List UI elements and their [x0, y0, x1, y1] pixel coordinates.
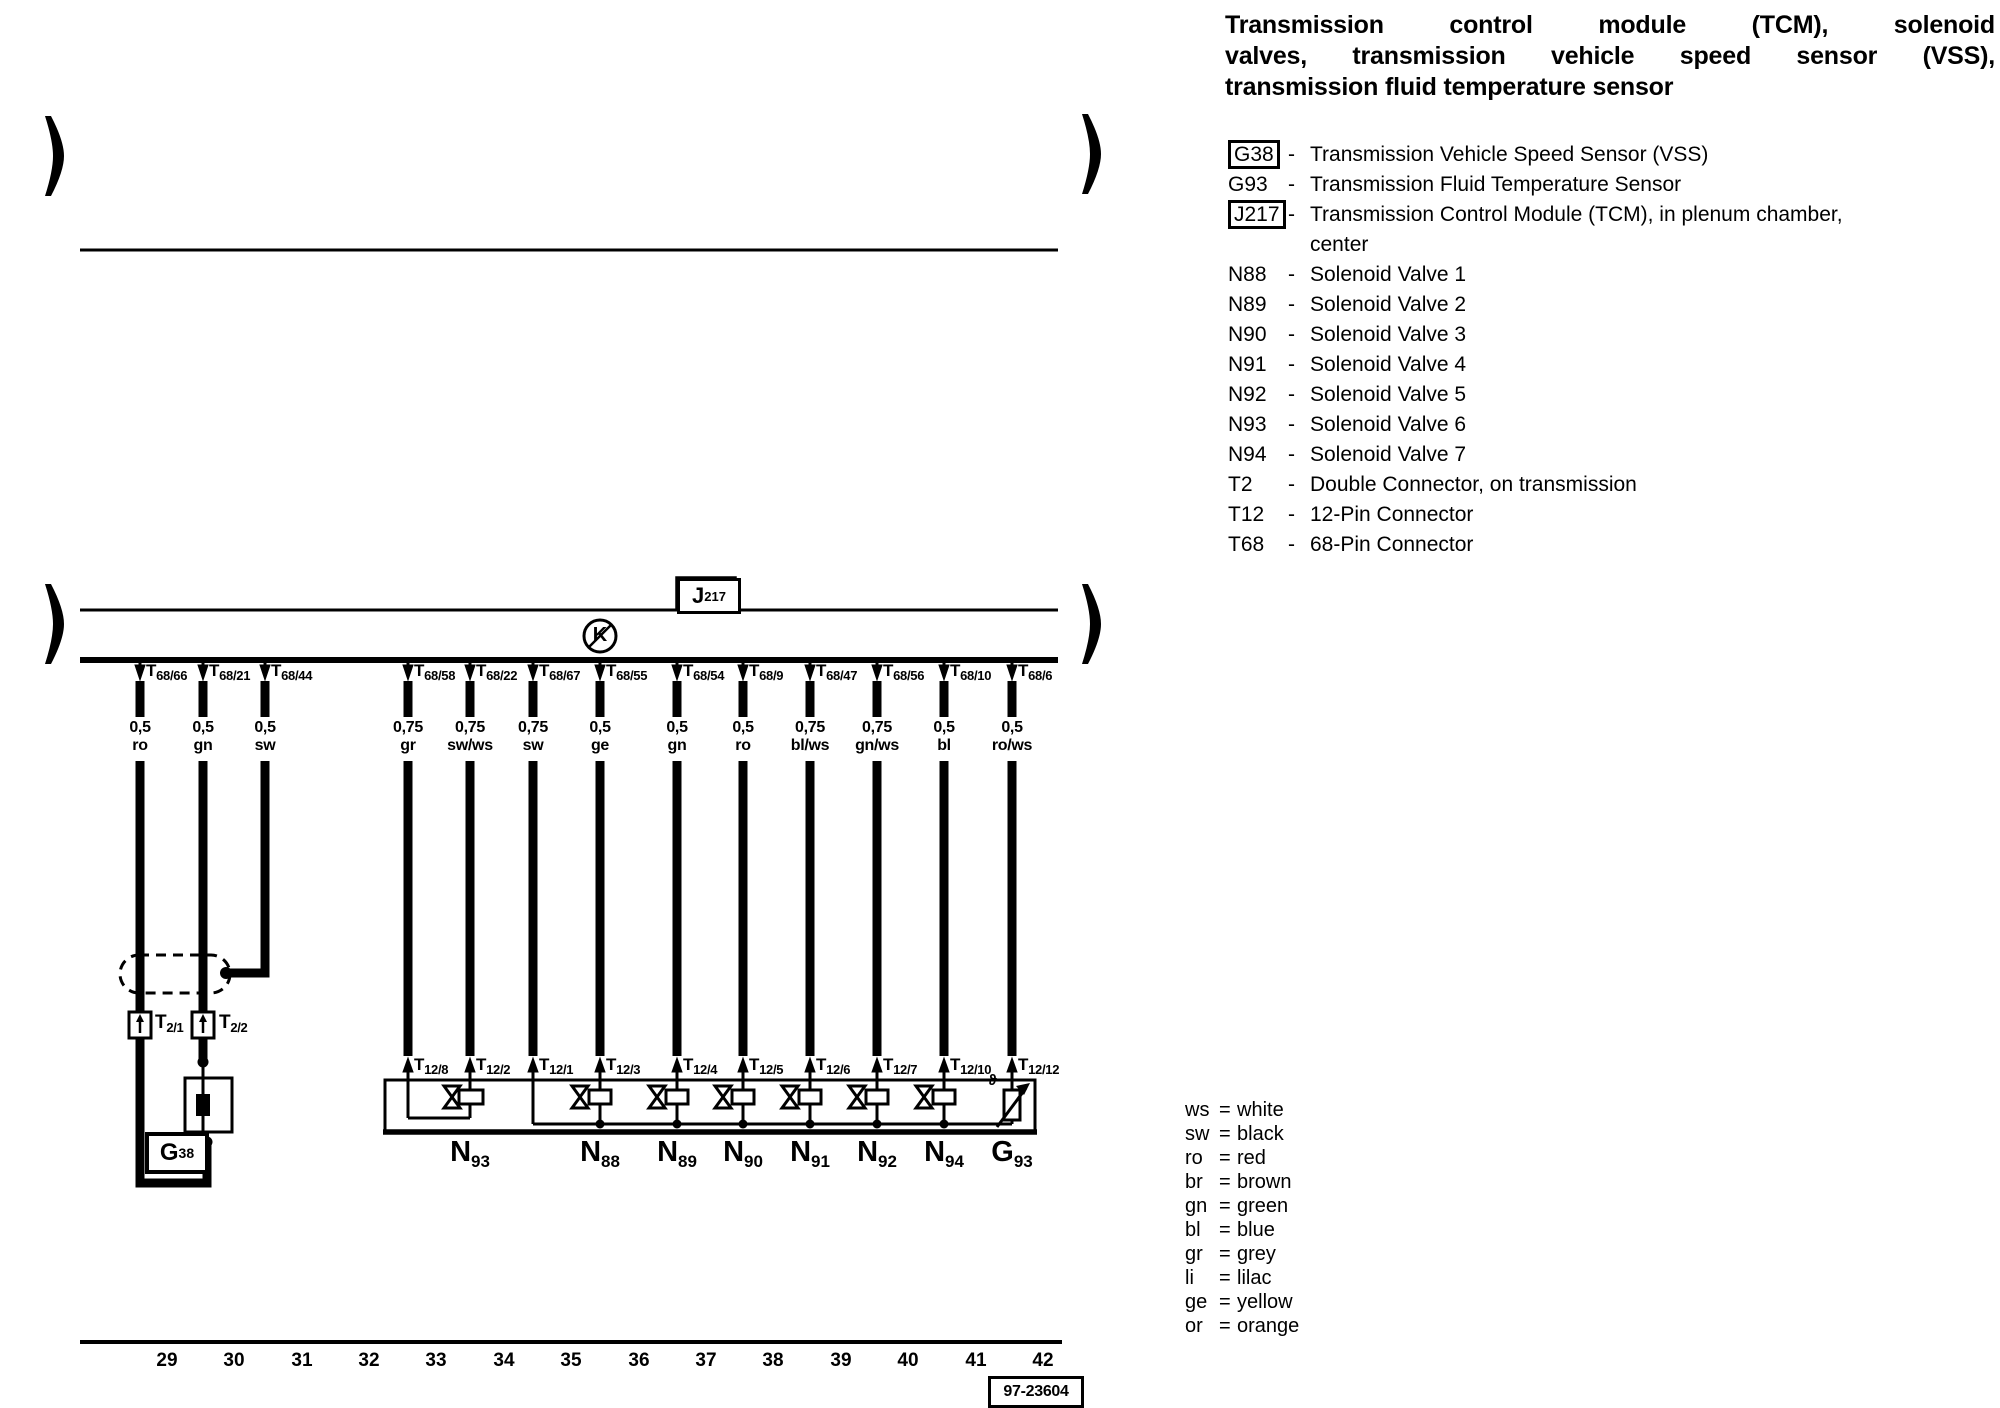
color-row-ge: ge = yellow [1185, 1291, 1293, 1313]
track-number: 33 [425, 1350, 447, 1371]
track-number: 42 [1032, 1350, 1054, 1371]
legend-row-g93: G93 - Transmission Fluid Temperature Sensor [1228, 173, 1682, 196]
terminal-label-t68-55: $T_{68/55}$ [606, 661, 648, 683]
legend-row-n92: N92 - Solenoid Valve 5 [1228, 383, 1467, 406]
track-number: 40 [897, 1350, 919, 1371]
wire-upper-segments [140, 681, 1012, 717]
terminal-label-t68-6: $T_{68/6}$ [1018, 661, 1053, 683]
wire-sw-to-shield [229, 761, 265, 973]
track-number: 36 [628, 1350, 650, 1371]
component-label-n89: N89 [657, 1136, 697, 1171]
theta-symbol: ϑ [988, 1072, 997, 1089]
color-row-gn: gn = green [1185, 1195, 1289, 1217]
wire-label: 0,5 ro/ws [991, 719, 1033, 754]
color-row-gr: gr = grey [1185, 1243, 1276, 1265]
solenoid-valve-icons [444, 1086, 955, 1108]
terminal-label-t12-4: $T_{12/4}$ [683, 1055, 718, 1077]
g38-sensor-icon [185, 1078, 232, 1132]
g38-label: G 38 [145, 1132, 209, 1174]
track-number: 34 [493, 1350, 515, 1371]
terminal-label-t68-21: $T_{68/21}$ [209, 661, 251, 683]
wire-ro-g38-return [140, 761, 207, 1183]
page-title: Transmission control module (TCM), solenoid valves, transmission vehicle speed sensor (VSS), transmission fluid temperature sensor [1225, 11, 1995, 101]
track-number: 38 [762, 1350, 784, 1371]
terminal-label-t68-54: $T_{68/54}$ [683, 661, 725, 683]
figure-number: 97-23604 [988, 1376, 1084, 1408]
component-label-n92: N92 [857, 1136, 897, 1171]
legend-row-n91: N91 - Solenoid Valve 4 [1228, 353, 1467, 376]
wire-label: 0,75 gr [393, 719, 423, 754]
color-row-br: br = brown [1185, 1171, 1292, 1193]
color-row-ws: ws = white [1185, 1099, 1284, 1121]
terminal-label-t12-5: $T_{12/5}$ [749, 1055, 784, 1077]
track-number: 30 [223, 1350, 245, 1371]
wire-label: 0,75 sw/ws [447, 719, 493, 754]
color-row-sw: sw = black [1185, 1123, 1284, 1145]
wire-label: 0,75 gn/ws [855, 719, 899, 754]
component-label-n91: N91 [790, 1136, 830, 1171]
track-number: 35 [560, 1350, 582, 1371]
terminal-label-t12-10: $T_{12/10}$ [950, 1055, 992, 1077]
terminal-label-t68-9: $T_{68/9}$ [749, 661, 784, 683]
component-label-n94: N94 [924, 1136, 964, 1171]
component-label-n93: N93 [450, 1136, 490, 1171]
g93-thermistor-icon [997, 1083, 1030, 1127]
terminal-label-t12-7: $T_{12/7}$ [883, 1055, 918, 1077]
track-number: 32 [358, 1350, 380, 1371]
j217-label: J 217 [677, 578, 741, 614]
wire-lower-segments [140, 761, 1012, 1183]
terminal-label-t2-1: $T_{2/1}$ [155, 1012, 184, 1035]
terminal-label-t12-12: $T_{12/12}$ [1018, 1055, 1060, 1077]
legend-row-n88: N88 - Solenoid Valve 1 [1228, 263, 1467, 286]
terminal-label-t68-10: $T_{68/10}$ [950, 661, 992, 683]
section-rules [80, 250, 1062, 1342]
terminal-label-t12-1: $T_{12/1}$ [539, 1055, 574, 1077]
color-row-bl: bl = blue [1185, 1219, 1275, 1241]
track-number: 29 [156, 1350, 178, 1371]
legend-row-t2: T2 - Double Connector, on transmission [1228, 473, 1637, 496]
page-continuation-arrow-icon [45, 114, 1101, 664]
component-legend [1228, 140, 2000, 560]
terminal-label-t68-67: $T_{68/67}$ [539, 661, 581, 683]
terminal-label-t12-8: $T_{12/8}$ [414, 1055, 449, 1077]
track-number: 37 [695, 1350, 717, 1371]
k-symbol-letter: K [592, 624, 608, 646]
component-label-n90: N90 [723, 1136, 763, 1171]
terminal-label-t12-2: $T_{12/2}$ [476, 1055, 511, 1077]
terminal-label-t68-22: $T_{68/22}$ [476, 661, 518, 683]
terminal-label-t68-58: $T_{68/58}$ [414, 661, 456, 683]
terminal-label-t12-3: $T_{12/3}$ [606, 1055, 641, 1077]
wire-label: 0,75 sw [518, 719, 548, 754]
terminal-label-t2-2: $T_{2/2}$ [219, 1012, 248, 1035]
wire-label: 0,5 ro [732, 719, 754, 754]
component-label-g93: G93 [991, 1136, 1033, 1171]
wire-label: 0,5 sw [254, 719, 276, 754]
legend-row-t12: T12 - 12-Pin Connector [1228, 503, 1474, 526]
terminal-label-t12-6: $T_{12/6}$ [816, 1055, 851, 1077]
legend-row-t68: T68 - 68-Pin Connector [1228, 533, 1474, 556]
wire-label: 0,5 ge [589, 719, 611, 754]
wire-color-legend [1185, 1098, 1299, 1338]
color-row-or: or = orange [1185, 1315, 1300, 1337]
terminal-label-t68-56: $T_{68/56}$ [883, 661, 925, 683]
legend-row-n90: N90 - Solenoid Valve 3 [1228, 323, 1467, 346]
color-row-li: li = lilac [1185, 1267, 1272, 1289]
legend-row-g38: G38 - Transmission Vehicle Speed Sensor (VSS) [1228, 140, 2000, 170]
transmission-component-box [383, 1080, 1037, 1132]
component-label-n88: N88 [580, 1136, 620, 1171]
track-number: 41 [965, 1350, 987, 1371]
legend-row-n89: N89 - Solenoid Valve 2 [1228, 293, 1467, 316]
terminal-label-t68-44: $T_{68/44}$ [271, 661, 313, 683]
terminal-label-t68-66: $T_{68/66}$ [146, 661, 188, 683]
track-number: 39 [830, 1350, 852, 1371]
legend-row-n94: N94 - Solenoid Valve 7 [1228, 443, 1467, 466]
color-row-ro: ro = red [1185, 1147, 1266, 1169]
wire-label: 0,5 gn [192, 719, 214, 754]
wire-label: 0,75 bl/ws [790, 719, 830, 754]
wire-label: 0,5 ro [129, 719, 151, 754]
tcm-band [80, 578, 1058, 660]
track-number: 31 [291, 1350, 313, 1371]
terminal-label-t68-47: $T_{68/47}$ [816, 661, 858, 683]
legend-row-j217: J217 - Transmission Control Module (TCM), in plenum chamber, center [1228, 200, 2000, 260]
wire-label: 0,5 gn [666, 719, 688, 754]
legend-row-n93: N93 - Solenoid Valve 6 [1228, 413, 1467, 436]
wire-label: 0,5 bl [933, 719, 955, 754]
